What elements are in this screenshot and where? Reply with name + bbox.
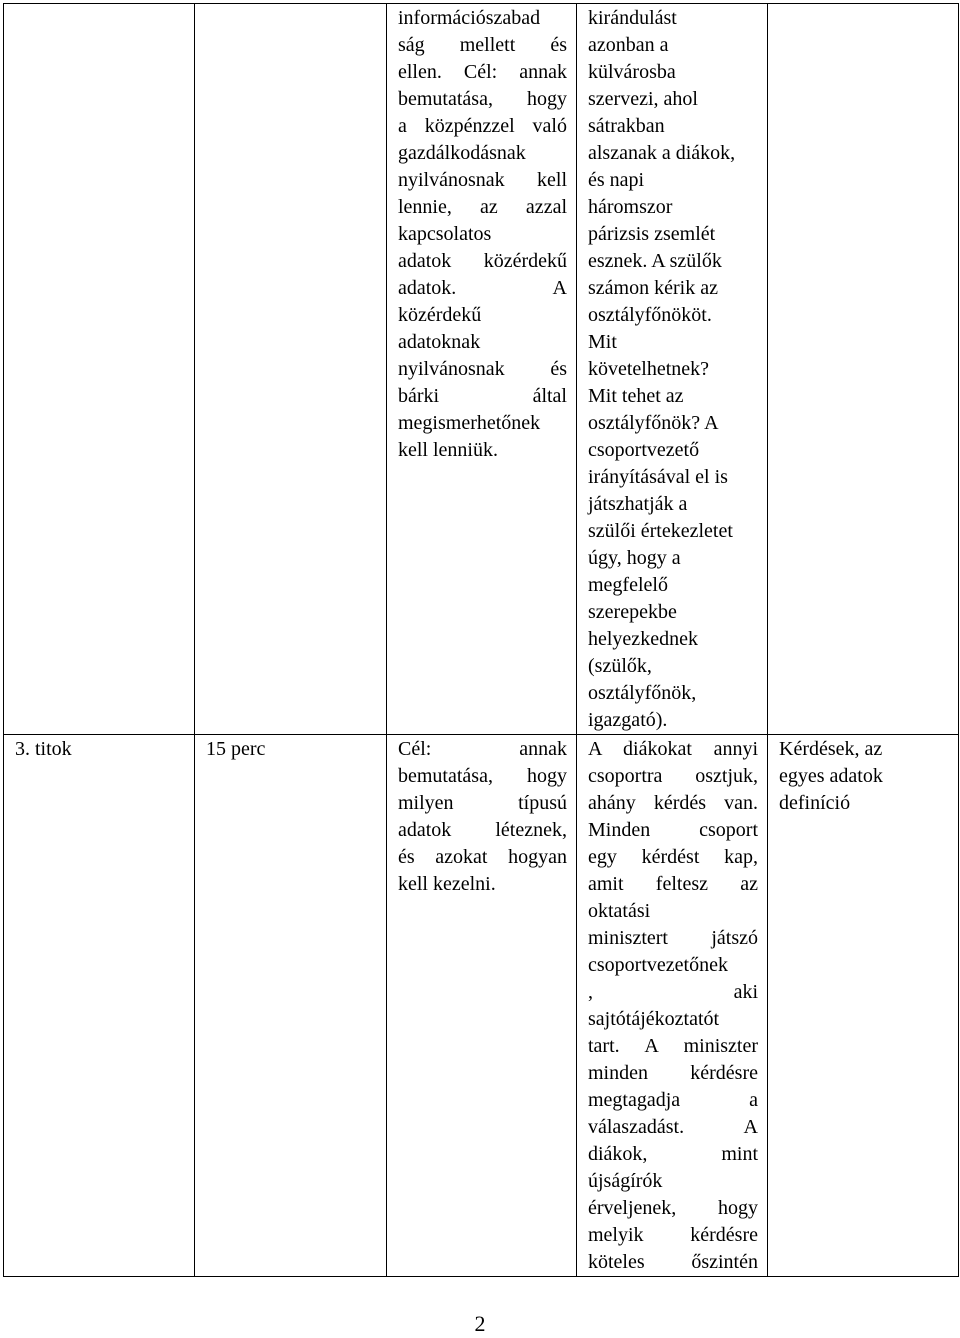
cell-lines bbox=[387, 4, 576, 464]
table-cell-activity bbox=[4, 735, 195, 1277]
cell-line: számon kérik az bbox=[588, 277, 718, 299]
cell-lines bbox=[577, 735, 767, 1276]
cell-line: szülői értekezletet bbox=[588, 520, 733, 542]
cell-line: párizsis zsemlét bbox=[588, 223, 716, 245]
lesson-plan-table bbox=[3, 3, 959, 1277]
table-cell-duration bbox=[195, 735, 387, 1277]
cell-line: adatok léteznek, bbox=[398, 819, 567, 841]
cell-line: köteles őszintén bbox=[588, 1251, 758, 1273]
cell-line: ság mellett és bbox=[398, 34, 567, 56]
cell-line: igazgató). bbox=[588, 709, 668, 731]
activity-title: 3. titok bbox=[15, 738, 72, 760]
table-row bbox=[4, 735, 959, 1277]
table-cell-description bbox=[577, 4, 768, 735]
cell-text bbox=[15, 5, 185, 32]
cell-line: külvárosba bbox=[588, 61, 676, 83]
cell-lines bbox=[577, 4, 767, 734]
page-number: 2 bbox=[474, 1311, 486, 1336]
cell-line: adatok közérdekű bbox=[398, 250, 567, 272]
cell-line: követelhetnek? bbox=[588, 358, 710, 380]
table-cell-activity bbox=[4, 4, 195, 735]
cell-line: osztályfőnököt. bbox=[588, 304, 712, 326]
cell-line: minisztert játszó bbox=[588, 927, 758, 949]
cell-line: esznek. A szülők bbox=[588, 250, 722, 272]
cell-line: egy kérdést kap, bbox=[588, 846, 758, 868]
cell-line: kapcsolatos bbox=[398, 223, 492, 245]
cell-line: irányításával el is bbox=[588, 466, 728, 488]
cell-line: csoportvezető bbox=[588, 439, 700, 461]
cell-line: úgy, hogy a bbox=[588, 547, 681, 569]
cell-line: definíció bbox=[779, 792, 851, 814]
cell-line: háromszor bbox=[588, 196, 673, 218]
cell-line: kirándulást bbox=[588, 7, 677, 29]
cell-line: Minden csoport bbox=[588, 819, 758, 841]
cell-line: játszhatják a bbox=[588, 493, 688, 515]
cell-line: kell kezelni. bbox=[398, 873, 496, 895]
cell-line: tart. A miniszter bbox=[588, 1035, 758, 1057]
cell-line: szervezi, ahol bbox=[588, 88, 698, 110]
cell-line: osztályfőnök, bbox=[588, 682, 697, 704]
cell-line: Mit bbox=[588, 331, 617, 353]
cell-text bbox=[206, 5, 377, 32]
cell-line: A diákokat annyi bbox=[588, 738, 758, 760]
cell-line: diákok, mint bbox=[588, 1143, 758, 1165]
cell-line: alszanak a diákok, bbox=[588, 142, 736, 164]
table-cell-materials bbox=[768, 4, 959, 735]
cell-line: Cél: annak bbox=[398, 738, 567, 760]
cell-line: azonban a bbox=[588, 34, 669, 56]
cell-line: helyezkednek bbox=[588, 628, 698, 650]
cell-line: melyik kérdésre bbox=[588, 1224, 758, 1246]
table-cell-duration bbox=[195, 4, 387, 735]
cell-line: nyilvánosnak kell bbox=[398, 169, 567, 191]
cell-line: osztályfőnök? A bbox=[588, 412, 719, 434]
cell-lines bbox=[387, 735, 576, 898]
cell-line: közérdekű bbox=[398, 304, 482, 326]
cell-line: csoportvezetőnek bbox=[588, 954, 728, 976]
cell-text bbox=[779, 5, 949, 32]
cell-line: bemutatása, hogy bbox=[398, 88, 567, 110]
cell-line: megfelelő bbox=[588, 574, 668, 596]
cell-line: egyes adatok bbox=[779, 765, 883, 787]
cell-line: ellen. Cél: annak bbox=[398, 61, 567, 83]
cell-line: amit feltesz az bbox=[588, 873, 758, 895]
table-cell-description bbox=[577, 735, 768, 1277]
cell-line: Mit tehet az bbox=[588, 385, 684, 407]
cell-line: ahány kérdés van. bbox=[588, 792, 758, 814]
cell-line: csoportra osztjuk, bbox=[588, 765, 758, 787]
cell-line: oktatási bbox=[588, 900, 651, 922]
cell-line: adatok. A bbox=[398, 277, 567, 299]
table-row bbox=[4, 4, 959, 735]
cell-line: és azokat hogyan bbox=[398, 846, 567, 868]
cell-line: válaszadást. A bbox=[588, 1116, 758, 1138]
cell-line: megismerhetőnek bbox=[398, 412, 541, 434]
cell-line: bemutatása, hogy bbox=[398, 765, 567, 787]
cell-line: kell lenniük. bbox=[398, 439, 498, 461]
cell-line: (szülők, bbox=[588, 655, 652, 677]
cell-line: a közpénzzel való bbox=[398, 115, 567, 137]
duration-text: 15 perc bbox=[206, 738, 266, 760]
cell-line: Kérdések, az bbox=[779, 738, 883, 760]
cell-line: szerepekbe bbox=[588, 601, 677, 623]
table-cell-goal bbox=[387, 735, 577, 1277]
cell-line: minden kérdésre bbox=[588, 1062, 758, 1084]
table-cell-materials bbox=[768, 735, 959, 1277]
cell-line: gazdálkodásnak bbox=[398, 142, 526, 164]
cell-line: érveljenek, hogy bbox=[588, 1197, 758, 1219]
cell-line: újságírók bbox=[588, 1170, 663, 1192]
cell-line: bárki által bbox=[398, 385, 567, 407]
cell-line: információszabad bbox=[398, 7, 541, 29]
cell-line: megtagadja a bbox=[588, 1089, 758, 1111]
cell-line: sajtótájékoztatót bbox=[588, 1008, 720, 1030]
cell-line: , aki bbox=[588, 981, 758, 1003]
cell-line: és napi bbox=[588, 169, 645, 191]
cell-line: nyilvánosnak és bbox=[398, 358, 567, 380]
cell-line: adatoknak bbox=[398, 331, 481, 353]
cell-line: sátrakban bbox=[588, 115, 665, 137]
cell-line: lennie, az azzal bbox=[398, 196, 567, 218]
cell-lines bbox=[768, 735, 958, 817]
table-cell-goal bbox=[387, 4, 577, 735]
cell-line: milyen típusú bbox=[398, 792, 567, 814]
